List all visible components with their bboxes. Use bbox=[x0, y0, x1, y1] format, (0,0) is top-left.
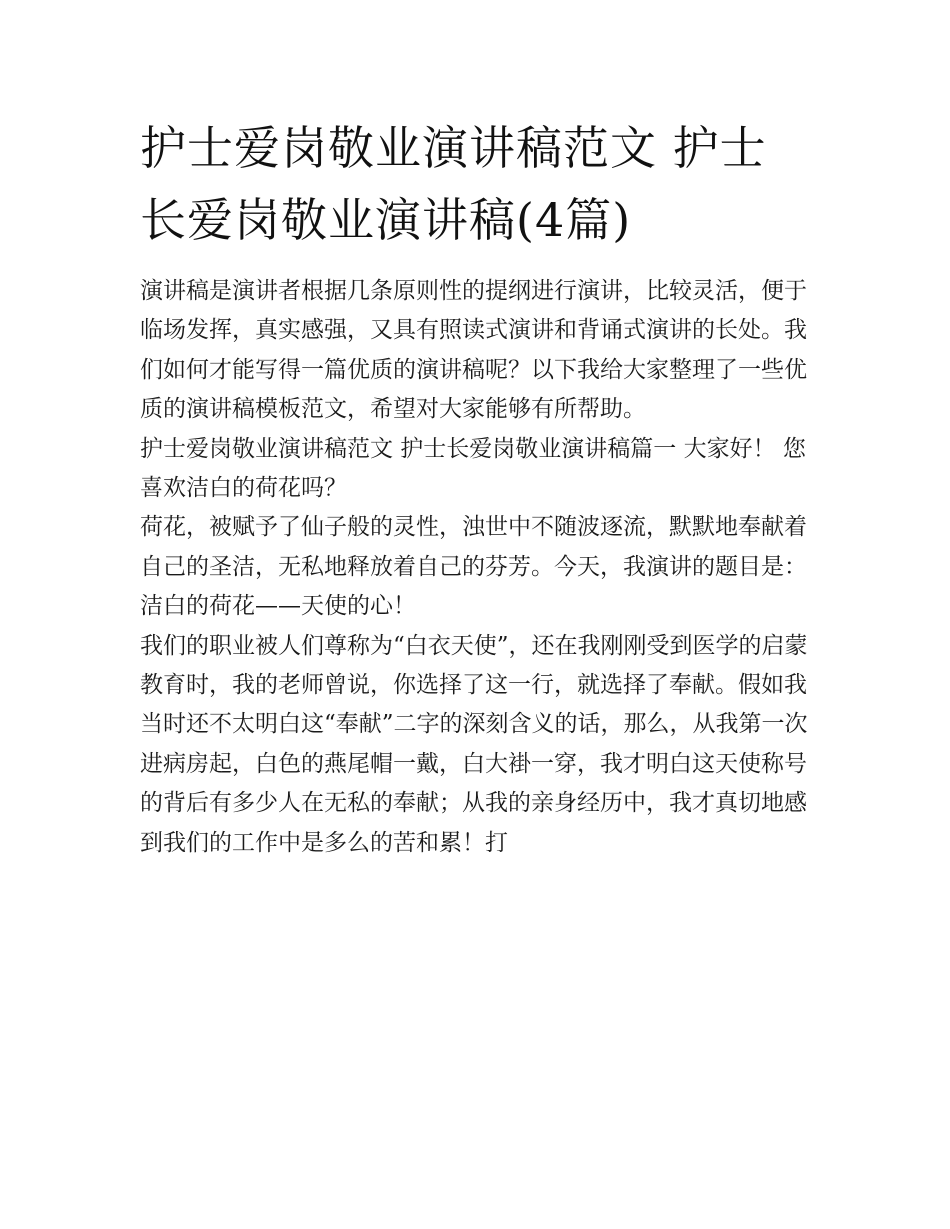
body-paragraph: 荷花，被赋予了仙子般的灵性，浊世中不随波逐流，默默地奉献着自己的圣洁，无私地释放着自己的芬芳。今天，我演讲的题目是：洁白的荷花——天使的心！ bbox=[140, 514, 807, 620]
document-page bbox=[140, 112, 812, 863]
intro-paragraph: 演讲稿是演讲者根据几条原则性的提纲进行演讲，比较灵活，便于临场发挥，真实感强，又具有照读式演讲和背诵式演讲的长处。我们如何才能写得一篇优质的演讲稿呢？以下我给大家整理了一些优质的演讲稿模板范文，希望对大家能够有所帮助。 bbox=[140, 278, 807, 423]
document-title: 护士爱岗敬业演讲稿范文 护士长爱岗敬业演讲稿(4篇) bbox=[140, 121, 767, 247]
body-paragraph: 我们的职业被人们尊称为“白衣天使”，还在我刚刚受到医学的启蒙教育时，我的老师曾说，你选择了这一行，就选择了奉献。假如我当时还不太明白这“奉献”二字的深刻含义的话，那么，从我第一次进病房起，白色的燕尾帽一戴，白大褂一穿，我才明白这天使称号的背后有多少人在无私的奉献；从我的亲身经历中，我才真切地感到我们的工作中是多么的苦和累！打 bbox=[140, 632, 808, 856]
section-heading-paragraph: 护士爱岗敬业演讲稿范文 护士长爱岗敬业演讲稿篇一 大家好！ 您喜欢洁白的荷花吗？ bbox=[140, 435, 806, 502]
